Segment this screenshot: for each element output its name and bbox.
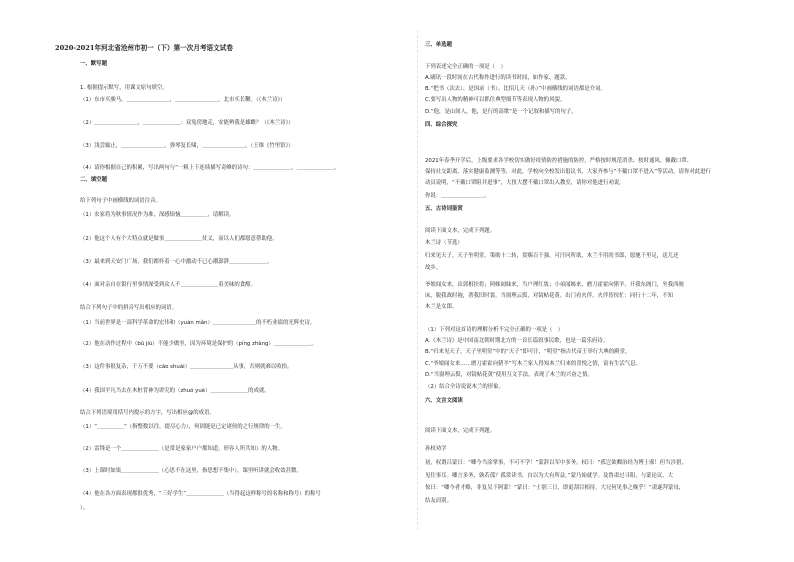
text-line: 保持社交距离、落实健康监测等等，对此，学校向全校发出倡议书，大家齐参与“不戴口罩不进入”等活动，请你对此进行: [425, 169, 711, 175]
text-line: （4）我国平凡当去在木桩背神为讲究的（zhuó yuè）＿＿＿＿＿＿＿的成就。: [80, 388, 270, 394]
text-line: 下列表述完全正确的一项是（ ）: [425, 64, 506, 70]
text-line: （3）最来到天安门广场，我们都怀着一心中激动不已心潮澎湃＿＿＿＿＿＿＿。: [80, 259, 273, 265]
section-heading: 四、综合探究: [425, 122, 458, 128]
text-line: （2）他在动作过程中（bǔ jiù）不能少做坐，因为环境是保护的（píng zhàng）＿＿＿＿＿＿＿。: [80, 341, 317, 347]
text-line: ）。: [80, 505, 89, 511]
text-line: （3）这件事很复杂，千万不要（cāo shuài）＿＿＿＿＿＿＿＿从事，否则就难以收拾。: [80, 364, 293, 370]
right-column: [425, 0, 780, 562]
text-line: 2021年春季开学后，上级要求各学校切实做好疫情防控措施的防控，严格按时规范消杀、按时通风、佩戴口罩、: [425, 158, 693, 164]
text-line: 结合下列句子中的拼音写出相应的词语。: [80, 305, 178, 311]
text-line: 阅读下面文本，完成下列题。: [425, 428, 496, 434]
section-heading: 二、填空题: [80, 177, 107, 183]
text-line: （2）雷锋是一个＿＿＿＿＿＿＿（是常是家家户户都知道，形容人所共知）的人物。: [80, 446, 283, 452]
page-fold-line: [417, 30, 418, 530]
text-line: （4）他在各方面表现都很优秀，“三好学生”＿＿＿＿＿＿＿（当得起这样称号的名称和称号）的称号: [80, 491, 321, 497]
text-line: D.“他，是山间人，他，是行的高歌”是一个记叙和描写的句子。: [425, 109, 577, 115]
text-line: （3）浅尝辄止，＿＿＿＿＿＿＿＿，弹琴复长啸，＿＿＿＿＿＿＿＿。（王维《竹里馆》）: [80, 143, 294, 149]
text-line: 惊曰：“卿今者才略，非复吴下阿蒙！”蒙曰：“士别三日，即更刮目相待，大兄何见事之晚乎！”肃遂拜蒙母，: [425, 485, 685, 491]
text-line: （3）上课时如果＿＿＿＿＿＿＿（心思不在这里，指思想不集中），课里听讲就会收效甚微。: [80, 468, 302, 474]
exam-title: 2020-2021年河北省沧州市初一（下）第一次月考语文试卷: [55, 44, 233, 52]
text-line: 1. 根据提示默写，用课文原句填空。: [80, 85, 168, 91]
text-line: 动员说明，“不戴口罩阻并进事”，大扭大摆不戴口罩出入教室，请你对他进行劝说。: [425, 180, 625, 186]
text-line: 故乡。: [425, 265, 442, 271]
text-line: （4）面对亲自在银行里事情深受到众人不＿＿＿＿＿＿＿着美味的食醇。: [80, 282, 256, 288]
text-line: 爷娘闻女来，出郭相扶将；阿姊闻妹来，当户理红妆；小弟闻姊来，磨刀霍霍向猪羊。开我东阁门，坐我西阁: [425, 282, 684, 288]
text-line: （1）当前世界是一部科学革命的宏伟和（yuán mǎn）＿＿＿＿＿＿＿＿的不朽业绩的光辉史诗。: [80, 320, 316, 326]
text-line: A.《木兰诗》是中国南北朝时期北方的一首长篇叙事民歌，也是一篇乐府诗。: [425, 338, 609, 344]
text-line: （2）结合全诗说说木兰的形象。: [425, 384, 504, 390]
left-column: [80, 0, 410, 562]
text-line: （4）请你根据自己的积累，写出两句与“一粗上下连续描写奇峰的诗句：＿＿＿＿＿＿＿，＿＿＿＿＿＿＿。: [80, 165, 340, 171]
text-line: 木兰诗（节选）: [425, 240, 463, 246]
text-line: （1）东市买骏马，＿＿＿＿＿＿＿＿，＿＿＿＿＿＿＿＿，北市买长鞭。（《木兰诗》）: [80, 97, 286, 103]
section-heading: 一、默写题: [80, 61, 107, 67]
text-line: 归来见天子，天子坐明堂。策勋十二转，赏赐百千强。可汗问所欲，木兰不用尚书郎，愿驰千里足，送儿还: [425, 253, 679, 259]
text-line: 给下列句子中画横线的词语注音。: [80, 198, 161, 204]
text-line: B.“把书（次去）、是国录（书）、比招几天（孙）”中画横线的词语都是介词。: [425, 86, 606, 92]
section-heading: 三、单选题: [425, 42, 452, 48]
text-line: 初，权谓吕蒙曰：“卿今当涂掌事，不可不学！”蒙辞以军中多务。权曰：“孤岂欲卿治经为博士邪！但当涉猎，: [425, 460, 687, 466]
text-line: 你说：＿＿＿＿＿＿＿＿。: [425, 193, 490, 199]
text-line: A.刷讯一段时间在古代称作进行的读书时间，如作家、题款。: [425, 75, 571, 81]
text-line: C.“爷娘闻女来……磨刀霍霍向猪羊”写木兰家人得知木兰归来的喜悦之情，富有生活气息。: [425, 361, 641, 367]
text-line: D.“当窗理云鬓，对镜帖花黄”使用互文手法，表现了木兰的兴奋之情。: [425, 372, 593, 378]
text-line: B.“归来见天子，天子坐明堂”中的“天子”即可汗，“明堂”指古代帝王举行大典的殿堂。: [425, 349, 631, 355]
text-line: 木兰是女郎。: [425, 304, 458, 310]
text-line: （1）下列对这首诗的理解分析不完全正确的一项是（ ）: [425, 327, 564, 333]
text-line: （2）他这个人有个大特点就是做事＿＿＿＿＿＿＿仗义，而以人们都愿意帮助他。: [80, 236, 278, 242]
text-line: C.要写出人物的精神可以抓住典型细节等表现人物的风貌。: [425, 97, 566, 103]
text-line: （2）＿＿＿＿＿＿＿＿，＿＿＿＿＿＿＿：双兔傍地走，安能辨我是雄雌？（《木兰诗》）: [80, 120, 294, 126]
text-line: （1）“＿＿＿＿＿”（指整数以往，提尽心力），何固能是已定诸侯的之行规律的一生。: [80, 424, 286, 430]
section-heading: 五、古诗词鉴赏: [425, 206, 463, 212]
text-line: 结合下列语境用括号内提示的方字，写出相应@的成语。: [80, 410, 215, 416]
section-heading: 六、文言文阅读: [425, 398, 463, 404]
text-line: 结友而别。: [425, 498, 452, 504]
text-line: 孙权劝学: [425, 446, 447, 452]
text-line: 见往事耳。卿言多务，孰若孤？孤常读书，自以为大有所益。”蒙乃始就学。及鲁肃过寻阳，与蒙论议，大: [425, 473, 674, 479]
text-line: 床，脱我战时袍，著我旧时裳。当窗理云鬓，对镜帖花黄。出门看火伴，火伴皆惊忙：同行十二年，不知: [425, 293, 673, 299]
text-line: 阅读下面文本，完成下列题。: [425, 228, 496, 234]
text-line: （1）农家将为秋事情况作为准，深感烦恼＿＿＿＿＿，请解读。: [80, 212, 235, 218]
